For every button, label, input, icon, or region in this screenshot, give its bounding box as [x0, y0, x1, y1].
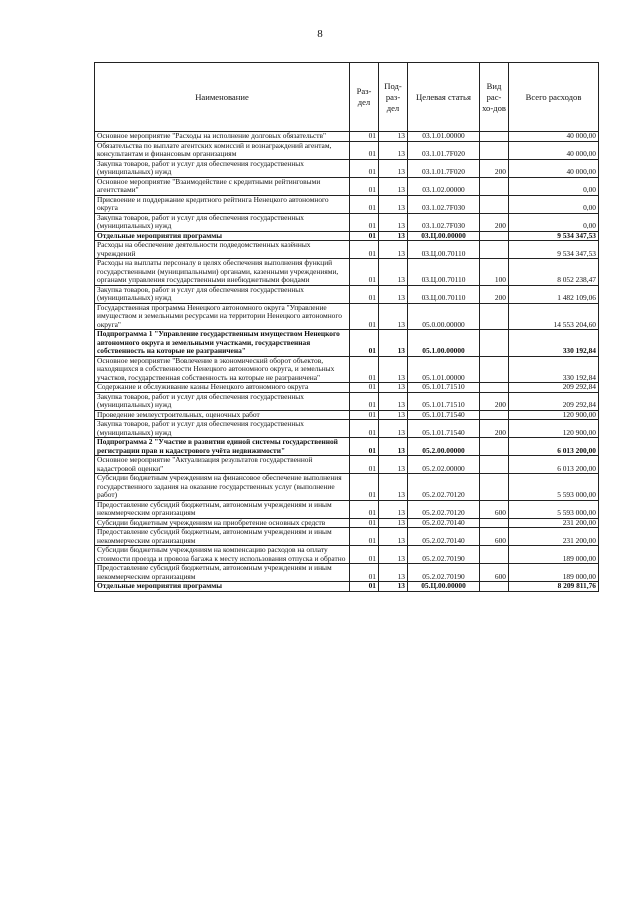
row-target: 05.2.02.70140 [408, 518, 480, 528]
row-kind: 600 [480, 528, 509, 546]
table-row [95, 546, 599, 564]
row-name: Присвоение и поддержание кредитного рейтинга Ненецкого автономного округа [95, 195, 350, 213]
row-section: 01 [350, 213, 379, 231]
row-section: 01 [350, 546, 379, 564]
row-total: 40 000,00 [509, 159, 599, 177]
header-total: Всего расходов [509, 63, 599, 132]
row-section: 01 [350, 259, 379, 286]
row-total: 330 192,84 [509, 356, 599, 383]
row-kind [480, 177, 509, 195]
row-section: 01 [350, 356, 379, 383]
row-kind: 100 [480, 259, 509, 286]
row-name: Предоставление субсидий бюджетным, автономным учреждениям и иным некоммерческим организациям [95, 564, 350, 582]
row-section: 01 [350, 330, 379, 357]
row-name: Отдельные мероприятия программы [95, 582, 350, 592]
row-name: Закупка товаров, работ и услуг для обеспечения государственных (муниципальных) нужд [95, 213, 350, 231]
row-section: 01 [350, 564, 379, 582]
row-target: 05.2.02.00000 [408, 456, 480, 474]
table-row [95, 564, 599, 582]
table-row [95, 330, 599, 357]
table-row [95, 285, 599, 303]
table-row [95, 259, 599, 286]
row-total: 9 534 347,53 [509, 241, 599, 259]
row-section: 01 [350, 518, 379, 528]
row-name: Расходы на выплаты персоналу в целях обеспечения выполнения функций государственными (муниципальными) органами, казенными учреждениями, органами управления государственными внебюджетными фондами [95, 259, 350, 286]
row-subsection: 13 [379, 141, 408, 159]
row-target: 05.1.01.00000 [408, 356, 480, 383]
row-name: Расходы на обеспечение деятельности подведомственных казённых учреждений [95, 241, 350, 259]
row-section: 01 [350, 132, 379, 142]
row-name: Основное мероприятие "Вовлечение в экономический оборот объектов, находящихся в собственности Ненецкого автономного округа, и земельных участков, государственная собственность на которые не разграничена" [95, 356, 350, 383]
row-total: 0,00 [509, 195, 599, 213]
row-total: 5 593 000,00 [509, 474, 599, 501]
table-row [95, 438, 599, 456]
row-name: Субсидии бюджетным учреждениям на компенсацию расходов на оплату стоимости проезда и провоза багажа к месту использования отпуска и обратно [95, 546, 350, 564]
table-row [95, 195, 599, 213]
row-total: 189 000,00 [509, 564, 599, 582]
header-section: Раз-дел [350, 63, 379, 132]
row-total: 209 292,84 [509, 383, 599, 393]
row-kind [480, 195, 509, 213]
row-name: Основное мероприятие "Расходы на исполнение долговых обязательств" [95, 132, 350, 142]
row-section: 01 [350, 141, 379, 159]
table-row [95, 213, 599, 231]
row-target: 03.Ц.00.70110 [408, 259, 480, 286]
row-target: 05.2.02.70120 [408, 474, 480, 501]
row-name: Подпрограмма 2 "Участие в развитии единой системы государственной регистрации прав и кадастрового учёта недвижимости" [95, 438, 350, 456]
row-section: 01 [350, 474, 379, 501]
row-total: 120 900,00 [509, 410, 599, 420]
row-subsection: 13 [379, 410, 408, 420]
row-total: 8 052 238,47 [509, 259, 599, 286]
row-total: 40 000,00 [509, 132, 599, 142]
row-target: 03.1.01.00000 [408, 132, 480, 142]
table-header-row [95, 63, 599, 132]
row-name: Государственная программа Ненецкого автономного округа "Управление имуществом и земельными ресурсами на территории Ненецкого автономного округа" [95, 303, 350, 330]
row-kind: 200 [480, 392, 509, 410]
row-name: Содержание и обслуживание казны Ненецкого автономного округа [95, 383, 350, 393]
row-kind [480, 330, 509, 357]
row-target: 05.2.02.70190 [408, 564, 480, 582]
row-section: 01 [350, 177, 379, 195]
row-kind [480, 456, 509, 474]
row-kind [480, 141, 509, 159]
table-row [95, 177, 599, 195]
row-section: 01 [350, 438, 379, 456]
row-subsection: 13 [379, 500, 408, 518]
row-name: Закупка товаров, работ и услуг для обеспечения государственных (муниципальных) нужд [95, 392, 350, 410]
row-total: 6 013 200,00 [509, 438, 599, 456]
row-subsection: 13 [379, 392, 408, 410]
table-row [95, 303, 599, 330]
row-total: 231 200,00 [509, 518, 599, 528]
row-section: 01 [350, 582, 379, 592]
row-kind [480, 410, 509, 420]
table-row [95, 383, 599, 393]
row-total: 1 482 109,06 [509, 285, 599, 303]
row-subsection: 13 [379, 241, 408, 259]
row-total: 231 200,00 [509, 528, 599, 546]
row-name: Закупка товаров, работ и услуг для обеспечения государственных (муниципальных) нужд [95, 159, 350, 177]
row-section: 01 [350, 528, 379, 546]
row-target: 05.1.01.71510 [408, 392, 480, 410]
row-target: 03.1.01.7F020 [408, 141, 480, 159]
row-total: 14 553 204,60 [509, 303, 599, 330]
row-total: 209 292,84 [509, 392, 599, 410]
table-row [95, 528, 599, 546]
row-subsection: 13 [379, 474, 408, 501]
row-subsection: 13 [379, 259, 408, 286]
row-target: 03.1.01.7F020 [408, 159, 480, 177]
row-total: 189 000,00 [509, 546, 599, 564]
table-row [95, 356, 599, 383]
row-target: 05.1.00.00000 [408, 330, 480, 357]
row-subsection: 13 [379, 303, 408, 330]
row-kind [480, 546, 509, 564]
row-name: Отдельные мероприятия программы [95, 231, 350, 241]
row-section: 01 [350, 159, 379, 177]
row-kind: 200 [480, 159, 509, 177]
row-subsection: 13 [379, 132, 408, 142]
row-target: 05.1.01.71510 [408, 383, 480, 393]
row-section: 01 [350, 456, 379, 474]
row-name: Основное мероприятие "Актуализация результатов государственной кадастровой оценки" [95, 456, 350, 474]
row-subsection: 13 [379, 177, 408, 195]
row-kind [480, 383, 509, 393]
row-total: 0,00 [509, 213, 599, 231]
row-total: 9 534 347,53 [509, 231, 599, 241]
row-subsection: 13 [379, 420, 408, 438]
row-name: Обязательства по выплате агентских комиссий и вознаграждений агентам, консультантам и финансовым организациям [95, 141, 350, 159]
table-row [95, 582, 599, 592]
row-kind [480, 474, 509, 501]
table-row [95, 500, 599, 518]
row-section: 01 [350, 241, 379, 259]
row-kind: 600 [480, 564, 509, 582]
row-kind: 200 [480, 420, 509, 438]
row-target: 05.2.00.00000 [408, 438, 480, 456]
row-subsection: 13 [379, 456, 408, 474]
row-subsection: 13 [379, 582, 408, 592]
table-row [95, 141, 599, 159]
table-row [95, 420, 599, 438]
row-target: 05.2.02.70140 [408, 528, 480, 546]
row-section: 01 [350, 410, 379, 420]
row-total: 5 593 000,00 [509, 500, 599, 518]
row-subsection: 13 [379, 195, 408, 213]
row-kind [480, 438, 509, 456]
row-name: Закупка товаров, работ и услуг для обеспечения государственных (муниципальных) нужд [95, 420, 350, 438]
row-target: 05.Ц.00.00000 [408, 582, 480, 592]
row-target: 03.Ц.00.70110 [408, 285, 480, 303]
row-section: 01 [350, 420, 379, 438]
row-name: Проведение землеустроительных, оценочных работ [95, 410, 350, 420]
row-subsection: 13 [379, 159, 408, 177]
row-subsection: 13 [379, 528, 408, 546]
row-section: 01 [350, 500, 379, 518]
row-subsection: 13 [379, 518, 408, 528]
row-total: 120 900,00 [509, 420, 599, 438]
row-kind: 200 [480, 213, 509, 231]
row-subsection: 13 [379, 564, 408, 582]
row-name: Закупка товаров, работ и услуг для обеспечения государственных (муниципальных) нужд [95, 285, 350, 303]
header-kind: Вид рас-хо-дов [480, 63, 509, 132]
header-name: Наименование [95, 63, 350, 132]
row-total: 6 013 200,00 [509, 456, 599, 474]
row-name: Предоставление субсидий бюджетным, автономным учреждениям и иным некоммерческим организациям [95, 500, 350, 518]
row-target: 03.1.02.7F030 [408, 195, 480, 213]
row-name: Субсидии бюджетным учреждениям на приобретение основных средств [95, 518, 350, 528]
row-target: 05.2.02.70120 [408, 500, 480, 518]
budget-table [94, 62, 599, 592]
row-kind [480, 518, 509, 528]
row-total: 0,00 [509, 177, 599, 195]
row-name: Субсидии бюджетным учреждениям на финансовое обеспечение выполнения государственного задания на оказание государственных услуг (выполнение работ) [95, 474, 350, 501]
row-total: 330 192,84 [509, 330, 599, 357]
row-section: 01 [350, 195, 379, 213]
row-subsection: 13 [379, 438, 408, 456]
row-target: 03.1.02.00000 [408, 177, 480, 195]
row-target: 03.Ц.00.70110 [408, 241, 480, 259]
row-kind: 200 [480, 285, 509, 303]
row-name: Предоставление субсидий бюджетным, автономным учреждениям и иным некоммерческим организациям [95, 528, 350, 546]
row-kind [480, 132, 509, 142]
row-subsection: 13 [379, 213, 408, 231]
row-subsection: 13 [379, 546, 408, 564]
row-target: 03.Ц.00.00000 [408, 231, 480, 241]
row-section: 01 [350, 303, 379, 330]
row-subsection: 13 [379, 231, 408, 241]
row-target: 05.0.00.00000 [408, 303, 480, 330]
row-name: Подпрограмма 1 "Управление государственным имуществом Ненецкого автономного округа и земельными участками, государственная собственность на которые не разграничена" [95, 330, 350, 357]
row-total: 40 000,00 [509, 141, 599, 159]
row-section: 01 [350, 383, 379, 393]
row-kind: 600 [480, 500, 509, 518]
row-subsection: 13 [379, 356, 408, 383]
row-section: 01 [350, 231, 379, 241]
row-subsection: 13 [379, 383, 408, 393]
page-number: 8 [317, 28, 323, 40]
row-target: 05.2.02.70190 [408, 546, 480, 564]
row-target: 05.1.01.71540 [408, 420, 480, 438]
row-section: 01 [350, 285, 379, 303]
row-kind [480, 582, 509, 592]
table-row [95, 241, 599, 259]
row-target: 03.1.02.7F030 [408, 213, 480, 231]
row-kind [480, 241, 509, 259]
row-kind [480, 356, 509, 383]
row-kind [480, 303, 509, 330]
row-target: 05.1.01.71540 [408, 410, 480, 420]
table-row [95, 474, 599, 501]
row-subsection: 13 [379, 330, 408, 357]
table-row [95, 132, 599, 142]
row-name: Основное мероприятие "Взаимодействие с кредитными рейтинговыми агентствами" [95, 177, 350, 195]
row-total: 8 209 811,76 [509, 582, 599, 592]
row-kind [480, 231, 509, 241]
header-target: Целевая статья [408, 63, 480, 132]
table-row [95, 456, 599, 474]
header-subsection: Под-раз-дел [379, 63, 408, 132]
table-row [95, 392, 599, 410]
row-section: 01 [350, 392, 379, 410]
row-subsection: 13 [379, 285, 408, 303]
table-row [95, 159, 599, 177]
